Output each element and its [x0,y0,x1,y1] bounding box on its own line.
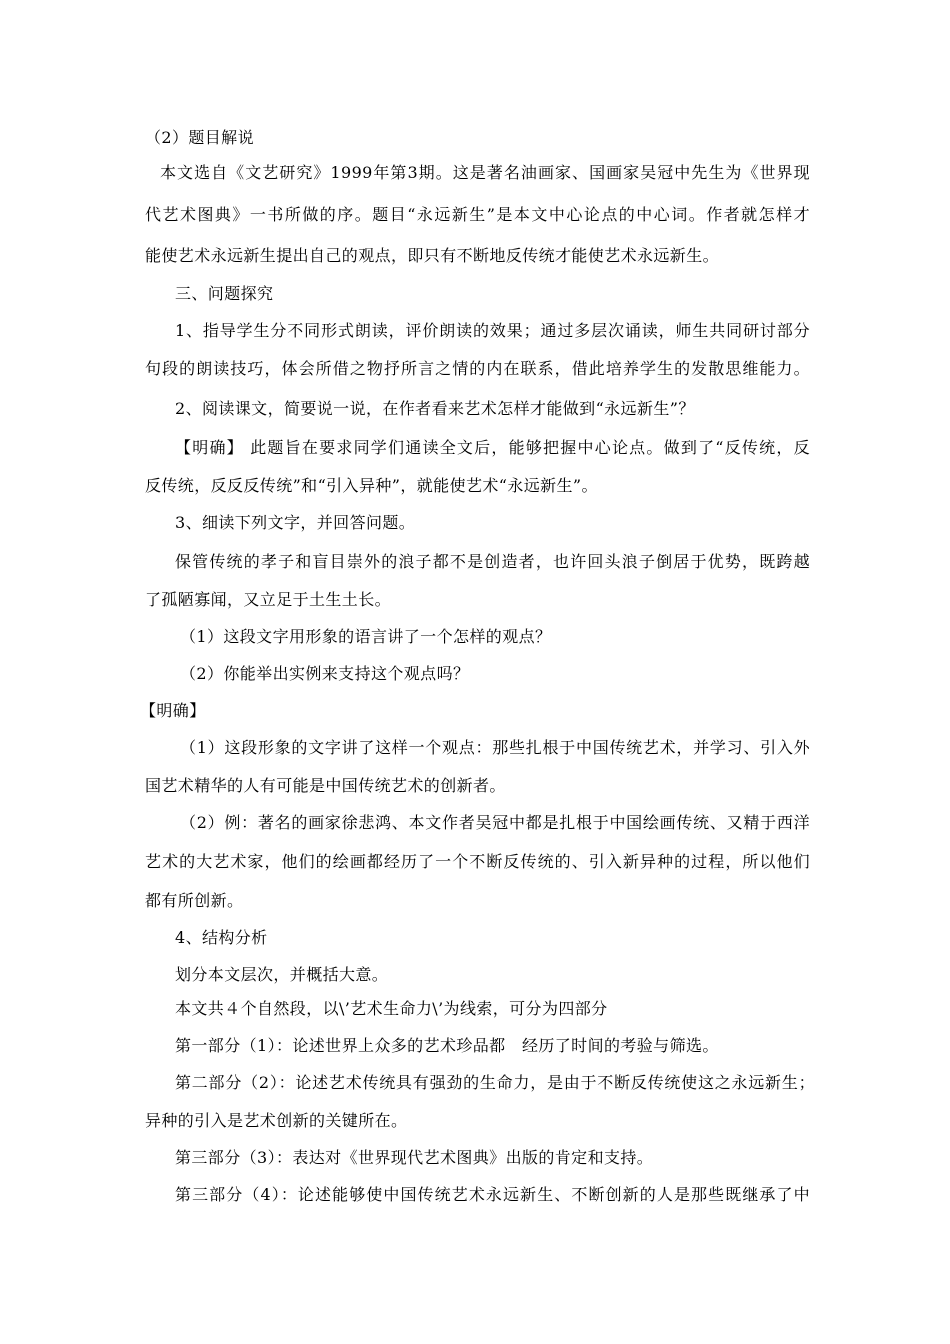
paragraph-line: 本文共４个自然段，以\’艺术生命力\’为线索，可分为四部分 [175,999,608,1018]
paragraph-line: 1、指导学生分不同形式朗读，评价朗读的效果；通过多层次诵读，师生共同研讨部分 [175,321,810,340]
answer-line: （2）例：著名的画家徐悲鸿、本文作者吴冠中都是扎根于中国绘画传统、又精于西洋 [180,813,810,832]
quoted-passage-line: 保管传统的孝子和盲目崇外的浪子都不是创造者，也许回头浪子倒居于优势，既跨越 [175,552,810,571]
structure-part-line: 第一部分（1）：论述世界上众多的艺术珍品都 经历了时间的考验与筛选。 [175,1036,719,1055]
paragraph-line: 划分本文层次，并概括大意。 [175,965,389,984]
paragraph-line: 本文选自《文艺研究》1999年第3期。这是著名油画家、国画家吴冠中先生为《世界现 [160,163,810,182]
section-heading-structure-analysis: 4、结构分析 [175,928,268,947]
answer-line: 【明确】 此题旨在要求同学们通读全文后，能够把握中心论点。做到了“反传统，反 [175,438,810,457]
paragraph-line: 代艺术图典》一书所做的序。题目“永远新生”是本文中心论点的中心词。作者就怎样才 [145,205,810,224]
paragraph-line: 能使艺术永远新生提出自己的观点，即只有不断地反传统才能使艺术永远新生。 [145,246,720,265]
section-heading-problem-inquiry: 三、问题探究 [175,284,274,303]
answer-line: 艺术的大艺术家，他们的绘画都经历了一个不断反传统的、引入新异种的过程，所以他们 [145,852,810,871]
answer-heading: 【明确】 [140,701,206,720]
question-line: 3、细读下列文字，并回答问题。 [175,513,416,532]
answer-line: 都有所创新。 [145,891,244,910]
paragraph-line: 句段的朗读技巧，体会所借之物抒所言之情的内在联系，借此培养学生的发散思维能力。 [145,359,810,378]
section-heading-topic-explanation: （2）题目解说 [145,128,254,147]
answer-line: 国艺术精华的人有可能是中国传统艺术的创新者。 [145,776,506,795]
question-line: 2、阅读课文，简要说一说，在作者看来艺术怎样才能做到“永远新生”？ [175,399,695,418]
sub-question-line: （2）你能举出实例来支持这个观点吗？ [180,664,470,683]
structure-part-line: 第三部分（3）：表达对《世界现代艺术图典》出版的肯定和支持。 [175,1148,654,1167]
quoted-passage-line: 了孤陋寡闻，又立足于土生土长。 [145,590,392,609]
answer-line: 反传统，反反反传统”和“引入异种”，就能使艺术“永远新生”。 [145,476,598,495]
structure-part-line: 异种的引入是艺术创新的关键所在。 [145,1111,408,1130]
structure-part-line: 第三部分（4）：论述能够使中国传统艺术永远新生、不断创新的人是那些既继承了中 [175,1185,810,1204]
sub-question-line: （1）这段文字用形象的语言讲了一个怎样的观点？ [180,627,552,646]
structure-part-line: 第二部分（2）：论述艺术传统具有强劲的生命力，是由于不断反传统使这之永远新生； [175,1073,815,1092]
answer-line: （1）这段形象的文字讲了这样一个观点：那些扎根于中国传统艺术，并学习、引入外 [180,738,810,757]
